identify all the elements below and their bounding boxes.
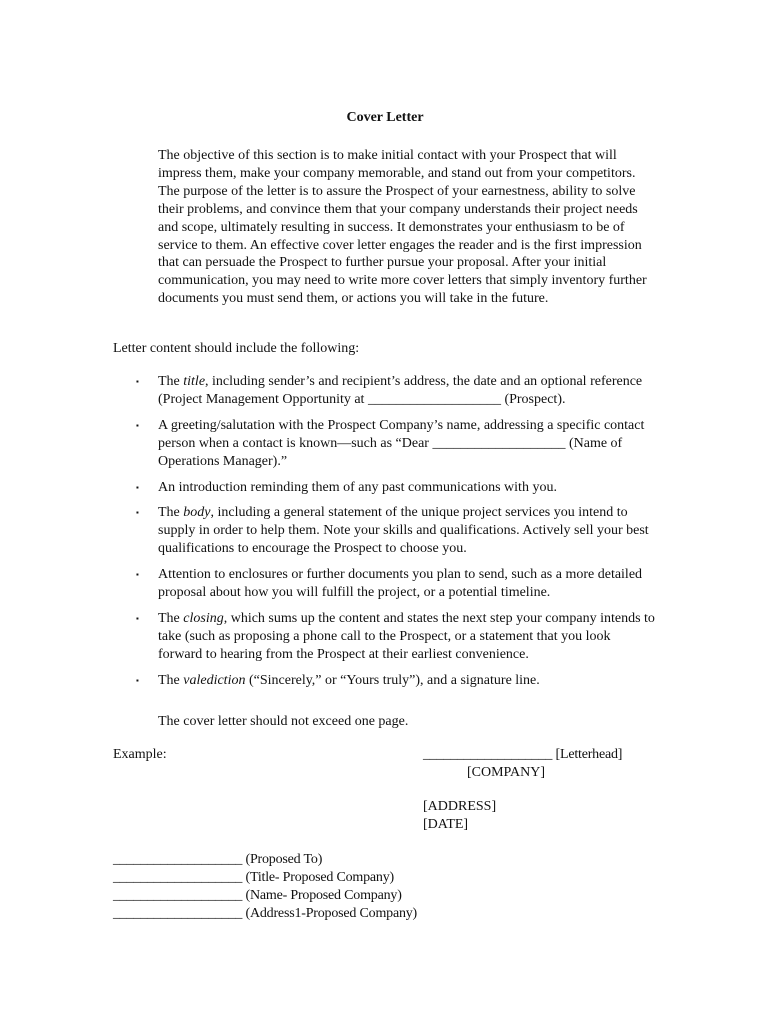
list-item: ▪ Attention to enclosures or further documents you plan to send, such as a more detailed proposal about how you will fulfill the project, or a potential timeline. bbox=[136, 567, 643, 601]
list-item: ▪ An introduction reminding them of any past communications with you. bbox=[136, 479, 557, 495]
emphasis-term: closing bbox=[183, 610, 224, 626]
date-placeholder: [DATE] bbox=[423, 817, 469, 832]
list-item: ▪ The valediction (“Sincerely,” or “Yours truly”), and a signature line. bbox=[136, 672, 540, 688]
document-title: Cover Letter bbox=[346, 110, 424, 125]
letterhead-line: ___________________ [Letterhead] bbox=[423, 747, 623, 762]
list-item: ▪ The closing, which sums up the content and states the next step your company intends to take (such as proposing a phone call to the Prospect, or a statement that you look forward to hearing from the Prospect at their earliest convenience. bbox=[136, 610, 655, 662]
square-bullet-icon: ▪ bbox=[136, 508, 139, 518]
square-bullet-icon: ▪ bbox=[136, 377, 139, 386]
address-placeholder: [ADDRESS] bbox=[423, 799, 497, 814]
square-bullet-icon: ▪ bbox=[136, 570, 139, 580]
recipient-block bbox=[113, 851, 417, 923]
closing-note: The cover letter should not exceed one page. bbox=[158, 714, 409, 729]
recipient-line: ___________________ (Proposed To) bbox=[113, 852, 323, 867]
emphasis-term: body bbox=[183, 505, 211, 521]
list-item: ▪ The title, including sender’s and recipient’s address, the date and an optional reference (Project Management Opportunity at ___________________ (Prospect). bbox=[136, 374, 643, 407]
square-bullet-icon: ▪ bbox=[136, 675, 139, 685]
square-bullet-icon: ▪ bbox=[136, 613, 139, 623]
recipient-line: ___________________ (Name- Proposed Company) bbox=[113, 887, 402, 903]
company-placeholder: [COMPANY] bbox=[467, 765, 546, 780]
recipient-line: ___________________ (Address1-Proposed Company) bbox=[113, 905, 418, 921]
square-bullet-icon: ▪ bbox=[136, 420, 139, 430]
recipient-line: ___________________ (Title- Proposed Company) bbox=[113, 869, 394, 885]
list-item: ▪ The body, including a general statement of the unique project services you intend to supply in order to help them. Note your skills and qualifications. Actively sell your best qualifications to encourage the Prospect to choose you. bbox=[136, 505, 649, 557]
example-label: Example: bbox=[113, 747, 167, 762]
lead-sentence: Letter content should include the following: bbox=[113, 341, 360, 356]
square-bullet-icon: ▪ bbox=[136, 482, 139, 492]
emphasis-term: valediction bbox=[183, 672, 246, 688]
emphasis-term: title bbox=[183, 374, 206, 389]
content-list bbox=[136, 373, 658, 698]
intro-paragraph: The objective of this section is to make initial contact with your Prospect that will impress them, make your company memorable, and stand out from your competitors. The purpose of the letter is to assure the Prospect of your earnestness, ability to solve their problems, and convince them that your company understands their project needs and scope, ultimately resulting in success. It demonstrates your enthusiasm to be of service to them. An effective cover letter engages the reader and is the first impression that can persuade the Prospect to further pursue your proposal. After your initial communication, you may need to write more cover letters that simply inventory further documents you must send them, or actions you will take in the future. bbox=[158, 148, 647, 307]
list-item: ▪ A greeting/salutation with the Prospect Company’s name, addressing a specific contact person when a contact is known—such as “Dear ___________________ (Name of Operations Manager).” bbox=[136, 417, 645, 469]
